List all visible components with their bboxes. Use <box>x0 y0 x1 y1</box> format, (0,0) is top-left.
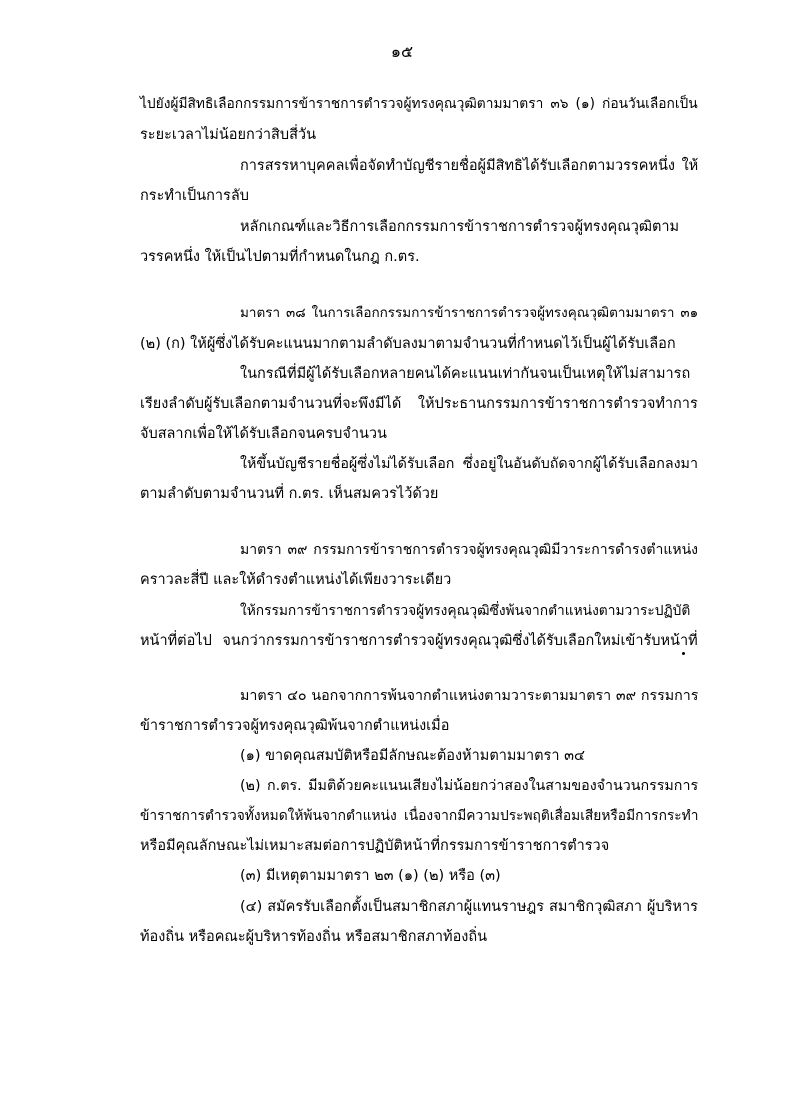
text-line: หลักเกณฑ์และวิธีการเลือกกรรมการข้าราชการตำรวจผู้ทรงคุณวุฒิตาม <box>240 219 680 235</box>
text-line: คราวละสี่ปี และให้ดำรงตำแหน่งได้เพียงวาระเดียว <box>140 572 452 588</box>
text-line: จับสลากเพื่อให้ได้รับเลือกจนครบจำนวน <box>140 426 387 442</box>
page-number: ๑๕ <box>390 42 414 61</box>
text-line: (๒) (ก) ให้ผู้ซึ่งได้รับคะแนนมากตามลำดับลงมาตามจำนวนที่กำหนดไว้เป็นผู้ได้รับเลือก <box>140 336 676 352</box>
text-line: มาตรา ๔๐ นอกจากการพ้นจากตำแหน่งตามวาระตามมาตรา ๓๙ กรรมการ <box>240 688 699 704</box>
text-line: ท้องถิ่น หรือคณะผู้บริหารท้องถิ่น หรือสมาชิกสภาท้องถิ่น <box>140 929 488 945</box>
text-line: กระทำเป็นการลับ <box>140 188 249 204</box>
text-line: วรรคหนึ่ง ให้เป็นไปตามที่กำหนดในกฎ ก.ตร. <box>140 249 420 265</box>
stray-dot-mark <box>682 652 685 655</box>
text-line: การสรรหาบุคคลเพื่อจัดทำบัญชีรายชื่อผู้มีสิทธิได้รับเลือกตามวรรคหนึ่ง ให้ <box>240 158 699 174</box>
text-line: หรือมีคุณลักษณะไม่เหมาะสมต่อการปฏิบัติหน้าที่กรรมการข้าราชการตำรวจ <box>140 838 610 854</box>
text-line: ให้กรรมการข้าราชการตำรวจผู้ทรงคุณวุฒิซึ่งพ้นจากตำแหน่งตามวาระปฏิบัติ <box>240 603 691 619</box>
text-line: (๑) ขาดคุณสมบัติหรือมีลักษณะต้องห้ามตามมาตรา ๓๔ <box>240 748 585 764</box>
text-line: (๒) ก.ตร. มีมติด้วยคะแนนเสียงไม่น้อยกว่าสองในสามของจำนวนกรรมการ <box>240 778 699 794</box>
text-line: มาตรา ๓๘ ในการเลือกกรรมการข้าราชการตำรวจผู้ทรงคุณวุฒิตามมาตรา ๓๑ <box>240 305 699 321</box>
text-line: ข้าราชการตำรวจผู้ทรงคุณวุฒิพ้นจากตำแหน่งเมื่อ <box>140 718 450 734</box>
text-line: (๓) มีเหตุตามมาตรา ๒๓ (๑) (๒) หรือ (๓) <box>240 868 501 884</box>
text-line: ไปยังผู้มีสิทธิเลือกกรรมการข้าราชการตำรวจผู้ทรงคุณวุฒิตามมาตรา ๓๖ (๑) ก่อนวันเลือกเป็น <box>140 96 698 112</box>
text-line: ในกรณีที่มีผู้ได้รับเลือกหลายคนได้คะแนนเท่ากันจนเป็นเหตุให้ไม่สามารถ <box>240 366 691 382</box>
text-line: ระยะเวลาไม่น้อยกว่าสิบสี่วัน <box>140 127 316 143</box>
text-line: (๔) สมัครรับเลือกตั้งเป็นสมาชิกสภาผู้แทนราษฎร สมาชิกวุฒิสภา ผู้บริหาร <box>240 899 698 915</box>
text-line: ข้าราชการตำรวจทั้งหมดให้พ้นจากตำแหน่ง เนื่องจากมีความประพฤติเสื่อมเสียหรือมีการกระทำ <box>140 808 699 824</box>
text-line: ให้ขึ้นบัญชีรายชื่อผู้ซึ่งไม่ได้รับเลือก ซึ่งอยู่ในอันดับถัดจากผู้ได้รับเลือกลงมา <box>240 456 698 472</box>
text-line: หน้าที่ต่อไป จนกว่ากรรมการข้าราชการตำรวจผู้ทรงคุณวุฒิซึ่งได้รับเลือกใหม่เข้ารับหน้าที่ <box>140 633 698 649</box>
text-line: ตามลำดับตามจำนวนที่ ก.ตร. เห็นสมควรไว้ด้วย <box>140 486 439 502</box>
text-line: มาตรา ๓๙ กรรมการข้าราชการตำรวจผู้ทรงคุณวุฒิมีวาระการดำรงตำแหน่ง <box>240 542 699 558</box>
text-line: เรียงลำดับผู้รับเลือกตามจำนวนที่จะพึงมีได้ ให้ประธานกรรมการข้าราชการตำรวจทำการ <box>140 396 698 412</box>
